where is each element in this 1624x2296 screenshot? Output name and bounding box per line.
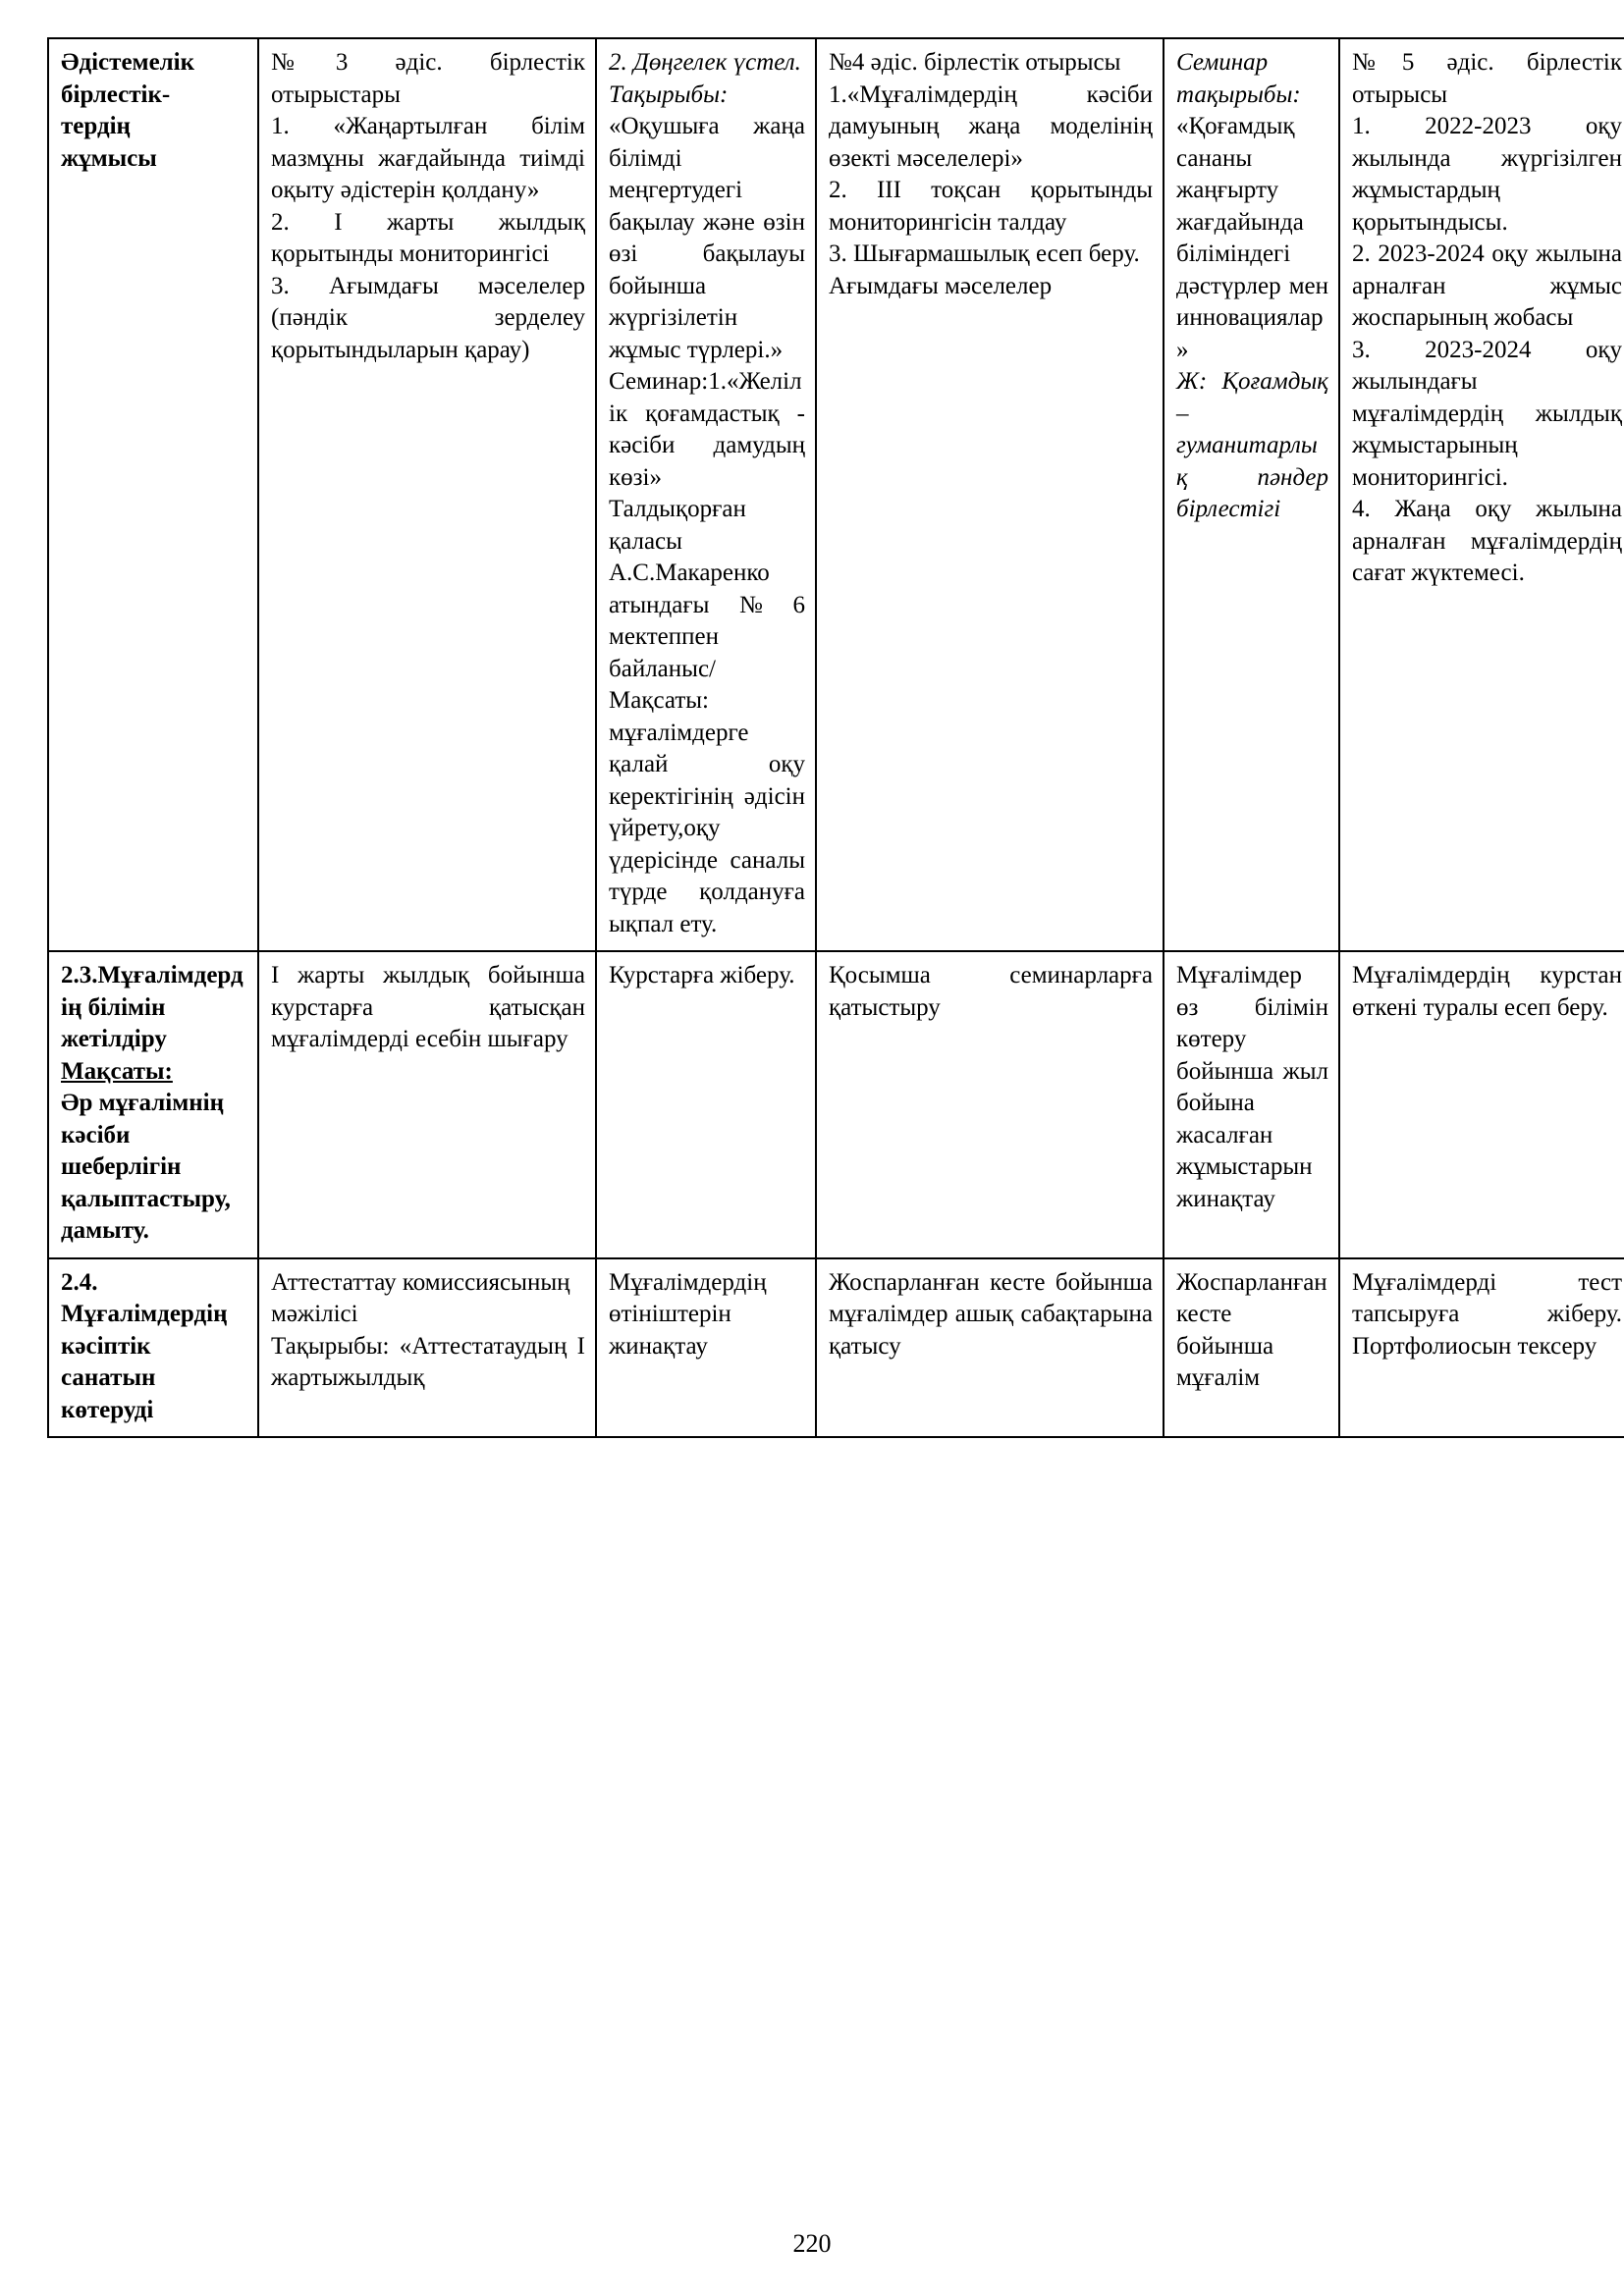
cell-line: Курстарға жіберу. [609,962,795,988]
cell-line: Семинар:1.«Желілік қоғамдастық - кәсіби дамудың көзі» [609,368,805,491]
schedule-table [47,37,1624,1438]
cell-line: 2. 2023-2024 оқу жылына арналған жұмыс жоспарының жобасы [1352,240,1622,331]
cell-line: №3 әдіс. бірлестік отырыстары [271,49,585,108]
cell-line: Тақырыбы: «Аттестатаудың I жартыжылдық [271,1332,585,1391]
cell-line: 2. III тоқсан қорытынды мониторингісін талдау [829,177,1153,236]
cell-line: «Қоғамдық сананы жаңғырту жағдайында біліміндегі дәстүрлер мен инновациялар» [1176,113,1328,363]
row-label-category [48,1258,258,1438]
cell-courses-report [258,951,596,1258]
cell-method5 [1339,38,1624,951]
cell-planned-schedule [1164,1258,1339,1438]
cell-extra-seminars [816,951,1164,1258]
cell-line: Әр мұғалімнің кәсіби шеберлігін қалыптастыру, дамыту. [61,1090,231,1244]
cell-line: №4 әдіс. бірлестік отырысы [829,49,1121,76]
cell-line: Ағымдағы мәселелер [829,272,1053,299]
cell-collect-applications [596,1258,816,1438]
cell-line: Әдістемелік [61,49,195,76]
cell-line: 1.«Мұғалімдердің кәсіби дамуының жаңа моделінің өзекті мәселелері» [829,80,1153,172]
cell-line: І жарты жылдық бойынша курстарға қатысқан мұғалімдерді есебін шығару [271,962,585,1052]
cell-line: 2.4. Мұғалімдердің кәсіптік санатын көтеруді [61,1268,228,1423]
cell-line: Қосымша семинарларға қатыстыру [829,962,1153,1021]
cell-line: «Оқушыға жаңа білімді меңгертудегі бақылау және өзін өзі бақылауы бойынша жүргізілетін жұмыс түрлері.» [609,113,805,363]
cell-line: Мұғалімдердің өтініштерін жинақтау [609,1268,767,1360]
cell-line: 3. Шығармашылық есеп беру. [829,240,1140,267]
table-row [48,951,1624,1258]
cell-line: Ж: Қоғамдық – гуманитарлық пәндер бірлестігі [1176,368,1328,522]
cell-line: 2. І жарты жылдық қорытынды мониторингісі [271,208,585,267]
cell-line: 2.3.Мұғалімдердің білімін жетілдіру [61,962,244,1052]
cell-line: тердің [61,113,131,139]
cell-line: Аттестаттау комиссиясының мәжілісі [271,1268,570,1327]
cell-line: Жоспарланған кесте бойынша мұғалім [1176,1268,1327,1391]
cell-method3 [258,38,596,951]
cell-line: 2. Дөңгелек үстел. [609,49,801,76]
row-label-methodical [48,38,258,951]
cell-line: Жоспарланған кесте бойынша мұғалімдер ашық сабақтарына қатысу [829,1268,1153,1360]
cell-line: жұмысы [61,144,157,172]
cell-seminar-topic [1164,38,1339,951]
cell-line: Талдықорған қаласы А.С.Макаренко атындағы№6 мектеппен байланыс/ [609,496,805,682]
cell-line: Мұғалімдердің курстан өткені туралы есеп беру. [1352,962,1622,1021]
page-number: 220 [792,2229,832,2258]
cell-course-report [1339,951,1624,1258]
cell-line: №5 әдіс. бірлестік отырысы [1352,49,1622,108]
cell-send-courses [596,951,816,1258]
cell-line: 1. «Жаңартылған білім мазмұны жағдайында тиімді оқыту әдістерін қолдану» [271,113,585,203]
cell-line: бірлестік- [61,80,171,108]
cell-line: 3. Ағымдағы мәселелер (пәндік зерделеу қорытындыларын қарау) [271,272,585,363]
cell-round-table [596,38,816,951]
cell-line: Мұғалімдерді тест тапсыруға жіберу. Портфолиосын тексеру [1352,1268,1622,1360]
cell-attestation-commission [258,1258,596,1438]
table-row [48,38,1624,951]
cell-line: Тақырыбы: [609,80,729,108]
cell-test-portfolio [1339,1258,1624,1438]
table-row [48,1258,1624,1438]
row-label-qualification [48,951,258,1258]
cell-line: Мақсаты: [61,1057,173,1085]
cell-line: 1. 2022-2023 оқу жылында жүргізілген жұмыстардың қорытындысы. [1352,113,1622,236]
cell-open-lessons [816,1258,1164,1438]
cell-line: 4. Жаңа оқу жылына арналған мұғалімдердің сағат жүктемесі. [1352,496,1622,586]
cell-method4 [816,38,1164,951]
cell-line: 3. 2023-2024 оқу жылындағы мұғалімдердің жылдық жұмыстарының мониторингісі. [1352,336,1622,491]
cell-line: Мұғалімдер өз білімін көтеру бойынша жыл бойына жасалған жұмыстарын жинақтау [1176,962,1328,1212]
cell-teachers-collect [1164,951,1339,1258]
table-body [48,38,1624,1437]
cell-line: Семинар тақырыбы: [1176,49,1301,108]
cell-line: Мақсаты: мұғалімдерге қалай оқу керектігінің әдісін үйрету,оқу үдерісінде саналы түрде қолдануға ықпал ету. [609,687,805,937]
